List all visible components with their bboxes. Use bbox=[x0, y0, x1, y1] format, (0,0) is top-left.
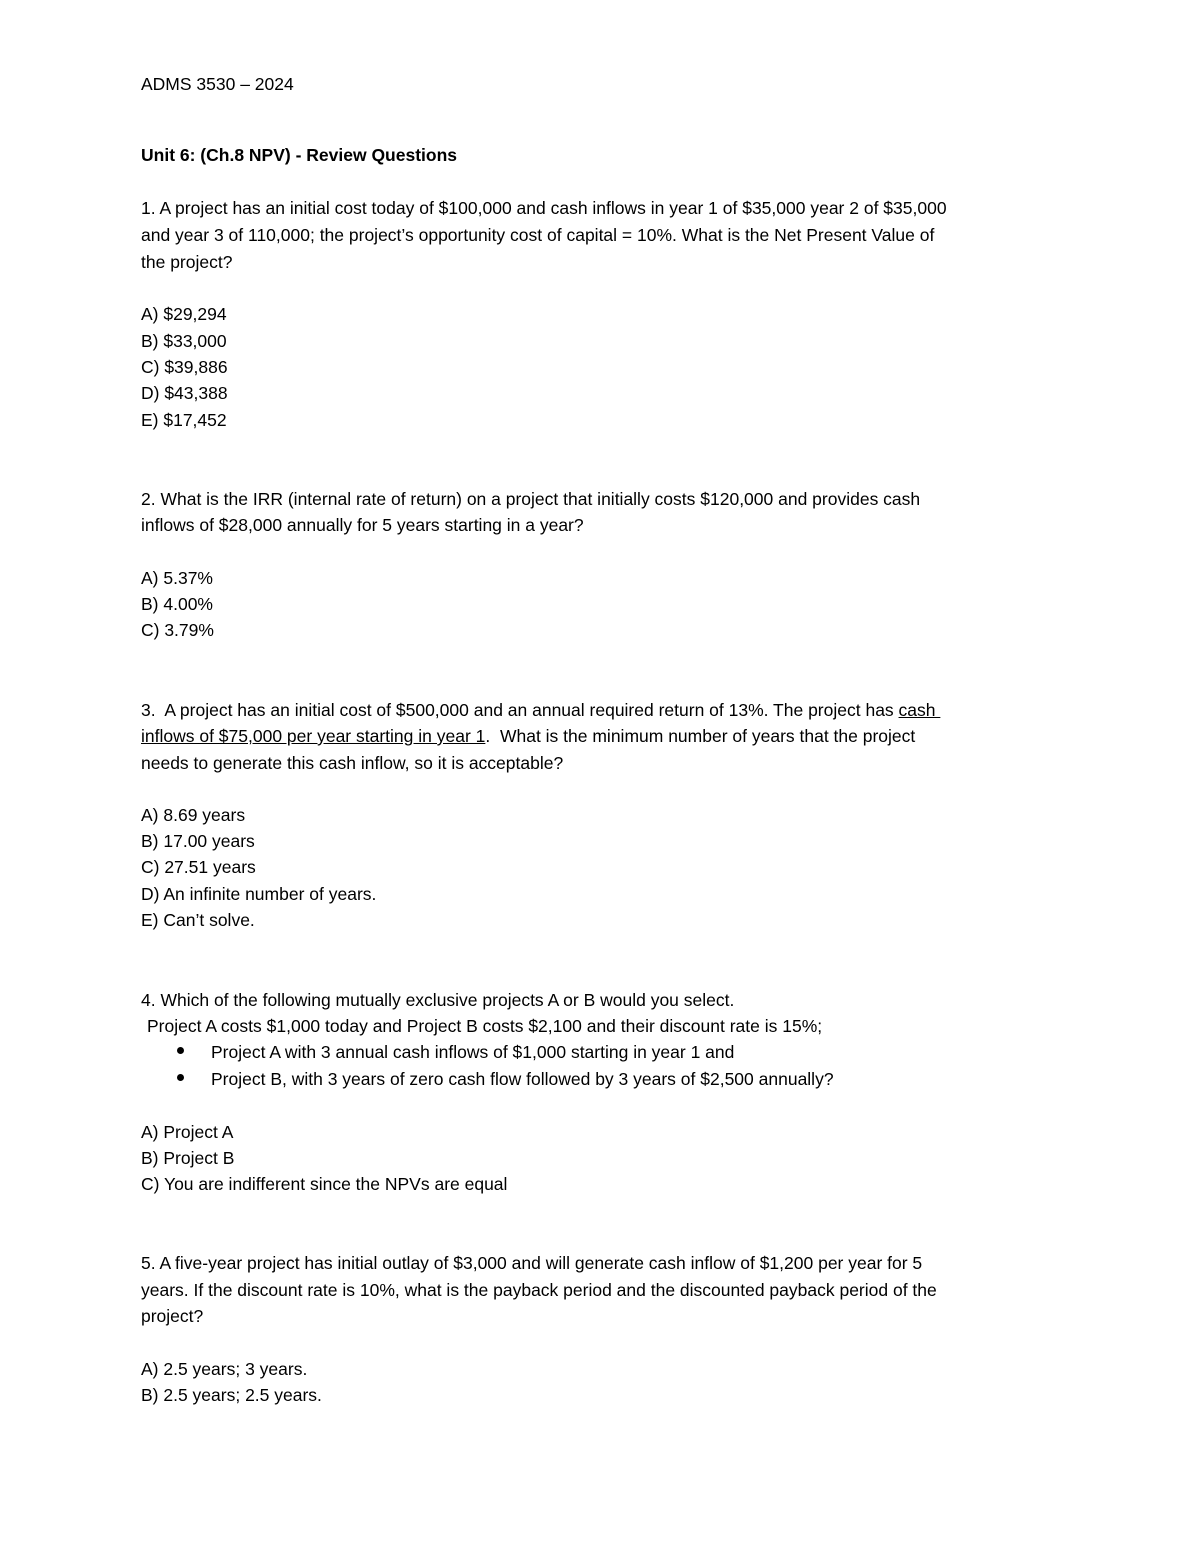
answer-option: E) Can’t solve. bbox=[141, 910, 255, 930]
question-text-line: 5. A five-year project has initial outlay of $3,000 and will generate cash inflow of $1,200 per year for 5 bbox=[141, 1253, 923, 1273]
answer-option: B) 2.5 years; 2.5 years. bbox=[141, 1385, 322, 1405]
answer-option: A) $29,294 bbox=[141, 304, 227, 324]
question-text-line: Project A costs $1,000 today and Project B costs $2,100 and their discount rate is 15%; bbox=[147, 1016, 823, 1036]
answer-option: A) 5.37% bbox=[141, 568, 213, 588]
answer-option: A) 8.69 years bbox=[141, 805, 246, 825]
question-text-line: years. If the discount rate is 10%, what is the payback period and the discounted payback period of the bbox=[141, 1280, 937, 1300]
question-text: 3. A project has an initial cost of $500,000 and an annual required return of 13%. The project has bbox=[141, 700, 899, 720]
question-text-line bbox=[141, 699, 940, 721]
course-header: ADMS 3530 – 2024 bbox=[141, 74, 294, 94]
underlined-text: cash bbox=[898, 700, 941, 720]
answer-option: B) $33,000 bbox=[141, 331, 227, 351]
bullet-icon bbox=[177, 1047, 184, 1054]
page-title: Unit 6: (Ch.8 NPV) - Review Questions bbox=[141, 145, 458, 165]
answer-option: A) 2.5 years; 3 years. bbox=[141, 1359, 308, 1379]
question-text-line: needs to generate this cash inflow, so it is acceptable? bbox=[141, 753, 564, 773]
answer-option: E) $17,452 bbox=[141, 410, 227, 430]
answer-option: A) Project A bbox=[141, 1122, 234, 1142]
answer-option: C) You are indifferent since the NPVs are equal bbox=[141, 1174, 508, 1194]
answer-option: B) 4.00% bbox=[141, 594, 213, 614]
bullet-icon bbox=[177, 1074, 184, 1081]
question-text-line: and year 3 of 110,000; the project’s opportunity cost of capital = 10%. What is the Net Present Value of bbox=[141, 225, 935, 245]
question-text-line: 4. Which of the following mutually exclusive projects A or B would you select. bbox=[141, 990, 735, 1010]
question-text-line: the project? bbox=[141, 252, 233, 272]
question-text-line bbox=[141, 725, 915, 747]
answer-option: C) 27.51 years bbox=[141, 857, 256, 877]
answer-option: B) 17.00 years bbox=[141, 831, 255, 851]
underlined-text: inflows of $75,000 per year starting in year 1 bbox=[141, 726, 486, 746]
answer-option: D) An infinite number of years. bbox=[141, 884, 377, 904]
answer-option: C) 3.79% bbox=[141, 620, 214, 640]
question-text-line: 1. A project has an initial cost today of $100,000 and cash inflows in year 1 of $35,000 year 2 of $35,000 bbox=[141, 198, 947, 218]
answer-option: C) $39,886 bbox=[141, 357, 228, 377]
question-text-line: project? bbox=[141, 1306, 204, 1326]
bullet-item: Project A with 3 annual cash inflows of $1,000 starting in year 1 and bbox=[211, 1042, 735, 1062]
answer-option: D) $43,388 bbox=[141, 383, 228, 403]
question-text: . What is the minimum number of years that the project bbox=[485, 726, 916, 746]
question-text-line: 2. What is the IRR (internal rate of return) on a project that initially costs $120,000 and provides cash bbox=[141, 489, 921, 509]
bullet-item: Project B, with 3 years of zero cash flow followed by 3 years of $2,500 annually? bbox=[211, 1069, 834, 1089]
answer-option: B) Project B bbox=[141, 1148, 235, 1168]
question-text-line: inflows of $28,000 annually for 5 years starting in a year? bbox=[141, 515, 584, 535]
